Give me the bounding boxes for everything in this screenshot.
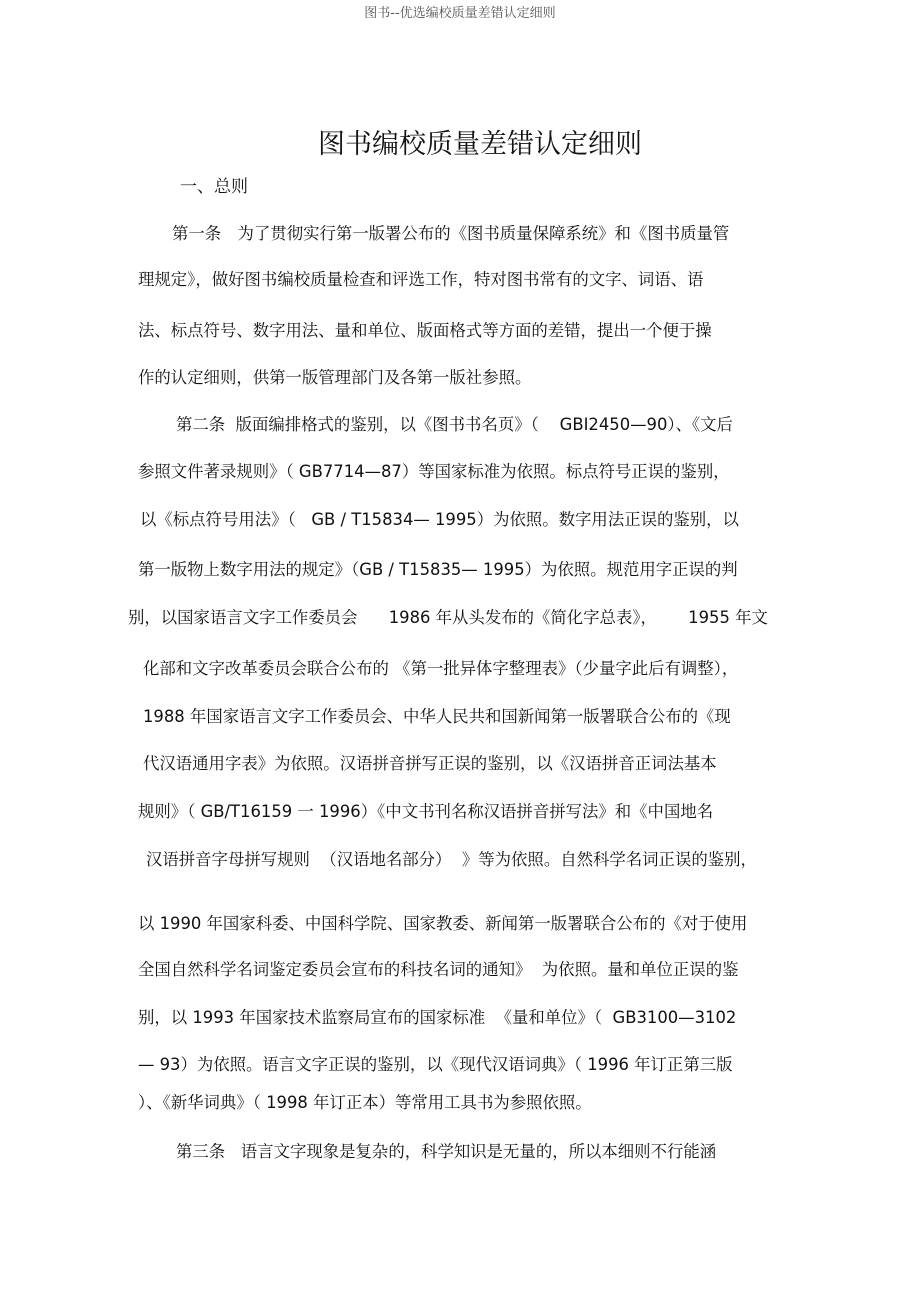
paragraph-line: 化部和文字改革委员会联合公布的 《第一批异体字整理表》（少量字此后有调整）， (143, 659, 739, 678)
paragraph-line: 规则》（ GB/T16159 一 1996）《中文书刊名称汉语拼音拼写法》和《中国地名 (138, 802, 714, 821)
paragraph-line: 代汉语通用字表》为依照。汉语拼音拼写正误的鉴别，以《汉语拼音正词法基本 (143, 754, 717, 773)
paragraph-line: 第三条 语言文字现象是复杂的，科学知识是无量的，所以本细则不行能涵 (176, 1142, 717, 1161)
paragraph-line: 别，以 1993 年国家技术监察局宣布的国家标准 《量和单位》（ GB3100—3102 (138, 1008, 737, 1027)
paragraph-line: 参照文件著录规则》（ GB7714—87）等国家标准为依照。标点符号正误的鉴别， (138, 462, 730, 481)
paragraph-line: 法、标点符号、数字用法、量和单位、版面格式等方面的差错，提出一个便于操 (138, 321, 712, 340)
paragraph-line: 1988 年国家语言文字工作委员会、中华人民共和国新闻第一版署联合公布的《现 (143, 707, 731, 726)
paragraph-line: 第一版物上数字用法的规定》（GB / T15835— 1995）为依照。规范用字正误的判 (138, 560, 738, 579)
paragraph-line: 理规定》，做好图书编校质量检查和评选工作，特对图书常有的文字、词语、语 (138, 270, 704, 289)
paragraph-line: 全国自然科学名词鉴定委员会宣布的科技名词的通知》 为依照。量和单位正误的鉴 (138, 960, 739, 979)
document-title: 图书编校质量差错认定细则 (318, 129, 642, 160)
paragraph-line: 第一条 为了贯彻实行第一版署公布的《图书质量保障系统》和《图书质量管 (172, 224, 730, 243)
paragraph-line: 以《标点符号用法》（ GB / T15834— 1995）为依照。数字用法正误的鉴别，以 (140, 510, 739, 529)
section-heading: 一、总则 (180, 177, 248, 197)
paragraph-line: 第二条 版面编排格式的鉴别，以《图书书名页》（ GBI2450—90）、《文后 (176, 415, 733, 434)
paragraph-line: ）、《新华词典》（ 1998 年订正本）等常用工具书为参照依照。 (138, 1093, 592, 1112)
paragraph-line: 作的认定细则，供第一版管理部门及各第一版社参照。 (138, 368, 532, 387)
page-header: 图书--优选编校质量差错认定细则 (364, 6, 556, 21)
paragraph-line: 以 1990 年国家科委、中国科学院、国家教委、新闻第一版署联合公布的《对于使用 (138, 914, 748, 933)
paragraph-line: 汉语拼音字母拼写规则 （汉语地名部分） 》等为依照。自然科学名词正误的鉴别， (146, 850, 757, 869)
paragraph-line: — 93）为依照。语言文字正误的鉴别，以《现代汉语词典》（ 1996 年订正第三版 (138, 1055, 733, 1074)
paragraph-line: 别，以国家语言文字工作委员会 1986 年从头发布的《简化字总表》， 1955 年文 (128, 608, 768, 627)
